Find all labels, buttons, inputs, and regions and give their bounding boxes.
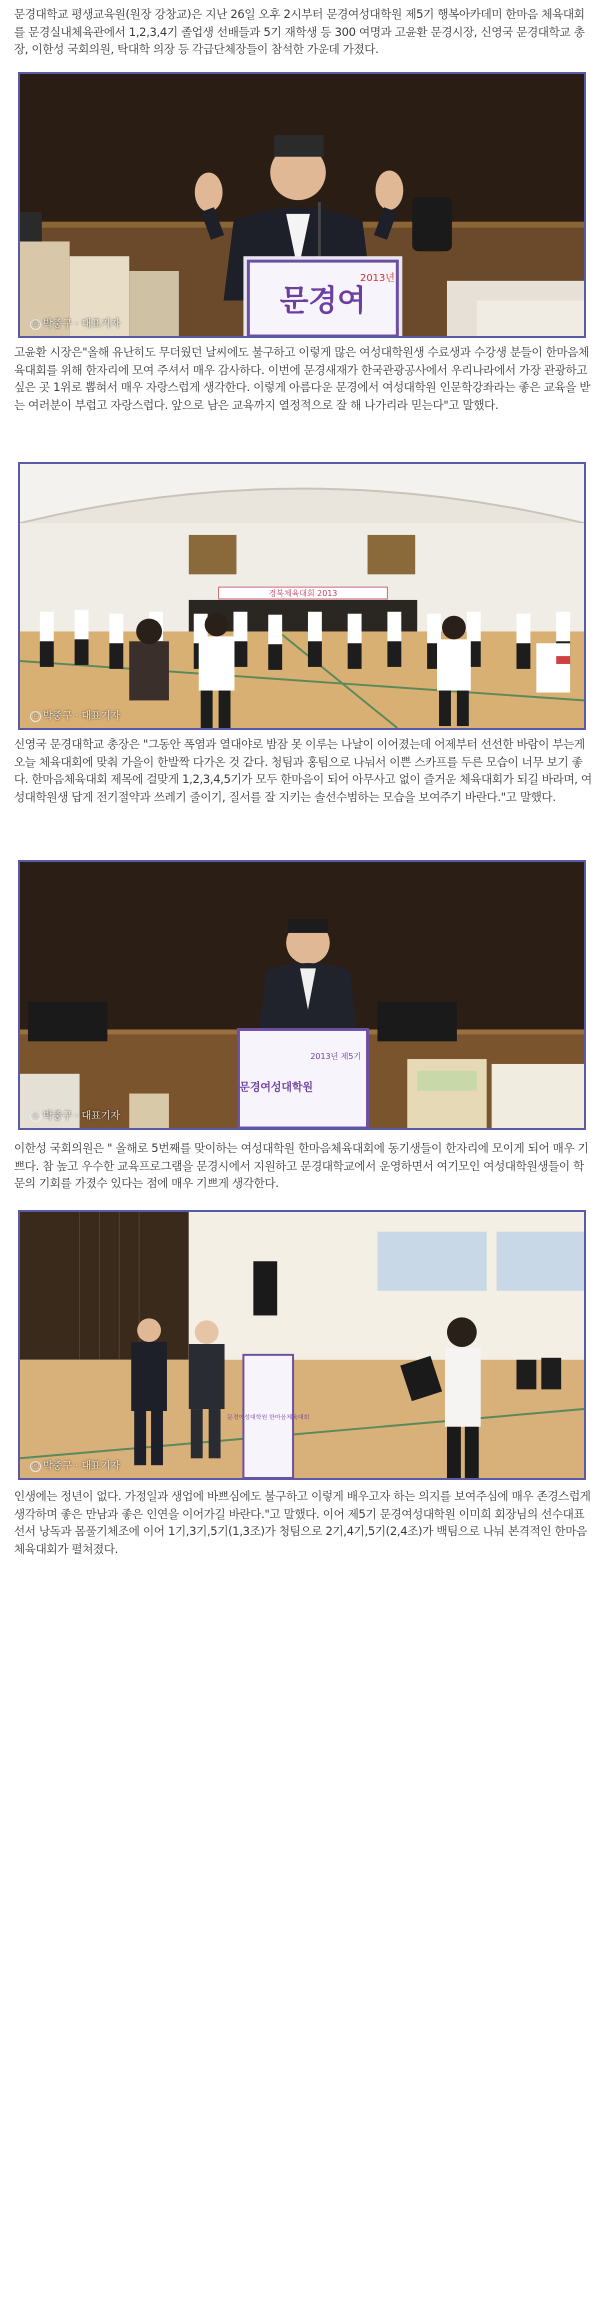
podium-banner-year: 2013년 [360,272,395,284]
photo-caption [30,707,120,722]
podium-banner-text: 문경여성대학원 [239,1080,314,1094]
copyright-icon: ⓒ [32,320,39,328]
photo-caption-text: 박중구 · 대표기자 [43,711,121,722]
podium-banner-year: 2013년 제5기 [310,1052,362,1062]
photo-lawmaker-illustration [20,862,584,1128]
photo-caption [30,1457,120,1472]
paragraph-lawmaker: 이한성 국회의원은 " 올해로 5번째를 맞이하는 여성대학원 한마음체육대회에 동기생들이 한자리에 모이게 되어 매우 기쁘다. 참 높고 우수한 교육프로그램을 문경시에서 지원하고 문경대학교에서 운영하면서 여기모인 여성대학원생들이 학문의 기회를 가졌수 있다는 점에 매우 기쁘게 생각한다. [14,1141,589,1190]
photo-mayor-illustration [20,74,584,336]
photo-mayor-speech [18,72,586,338]
photo-caption-text: 박중구 · 대표기자 [43,1111,121,1122]
photo-gym-event [18,462,586,730]
copyright-icon: ⓒ [32,1112,39,1120]
photo-caption-text: 박중구 · 대표기자 [43,319,121,330]
photo-caption [30,315,120,330]
photo-lawmaker-speech [18,860,586,1130]
paragraph-intro: 문경대학교 평생교육원(원장 강창교)은 지난 26일 오후 2시부터 문경여성대학원 제5기 행복아카데미 한마음 체육대회를 문경실내체육관에서 1,2,3,4기 졸업생 선배들과 5기 재학생 등 300 여명과 고윤환 문경시장, 신영국 문경대학교 총장, 이한성 국회의원, 탁대학 의장 등 각급단체장들이 참석한 가운데 가졌다. [14,7,585,56]
banner-text: 문경여성대학원 한마음체육대회 [227,1413,310,1421]
photo-oath-illustration [20,1212,584,1478]
copyright-icon: ⓒ [32,1462,39,1470]
paragraph-closing: 인생에는 정년이 없다. 가정일과 생업에 바쁘심에도 불구하고 이렇게 배우고자 하는 의지를 보여주심에 매우 존경스럽게 생각하며 좋은 만남과 좋은 인연을 이어가길 바란다."고 말했다. 이어 제5기 문경여성대학원 이미희 회장님의 선수대표 선서 낭독과 몸풀기체조에 이어 1기,3기,5기(1,3조)가 청팀으로 2기,4기,5기(2,4조)가 백팀으로 나눠 본격적인 한마음 체육대회가 펼쳐졌다. [14,1489,591,1556]
photo-caption [30,1107,120,1122]
photo-oath-ceremony [18,1210,586,1480]
paragraph-mayor: 고윤환 시장은"올해 유난히도 무더웠던 날씨에도 불구하고 이렇게 많은 여성대학원생 수료생과 수강생 분들이 한마음체육대회를 위해 한자리에 모여 주셔서 매우 감사하다. 이번에 문경새재가 한국관광공사에서 우리나라에서 가장 관광하고 싶은 곳 1위로 뽑혀서 매우 자랑스럽게 생각한다. 이렇게 아름다운 문경에서 여성대학원 인문학강좌라는 좋은 교육을 받는 여러분이 부럽고 자랑스럽다. 앞으로 남은 교육까지 열정적으로 잘 해 나가리라 믿는다"고 말했다. [14,345,591,412]
podium-banner-text: 문경여 [279,282,367,318]
copyright-icon: ⓒ [32,712,39,720]
paragraph-president: 신영국 문경대학교 총장은 "그동안 폭염과 열대야로 밤잠 못 이루는 나날이 이어졌는데 어제부터 선선한 바람이 부는게 오늘 체육대회에 맞춰 가을이 한발짝 다가온 것 같다. 청팀과 홍팀으로 나눠서 이쁜 스카프를 두른 모습이 너무 보기 좋다. 한마음체육대회 제목에 걸맞게 1,2,3,4,5기가 모두 한마음이 되어 아무사고 없이 즐거운 체육대회가 되길 바라며, 여성대학원생 답게 전기절약과 쓰레기 줄이기, 질서를 잘 지키는 솔선수범하는 모습을 보여주기 바란다."고 말했다. [14,737,592,804]
hall-sign-text: 경북체육대회 2013 [268,589,338,598]
photo-caption-text: 박중구 · 대표기자 [43,1461,121,1472]
photo-gym-illustration [20,464,584,728]
